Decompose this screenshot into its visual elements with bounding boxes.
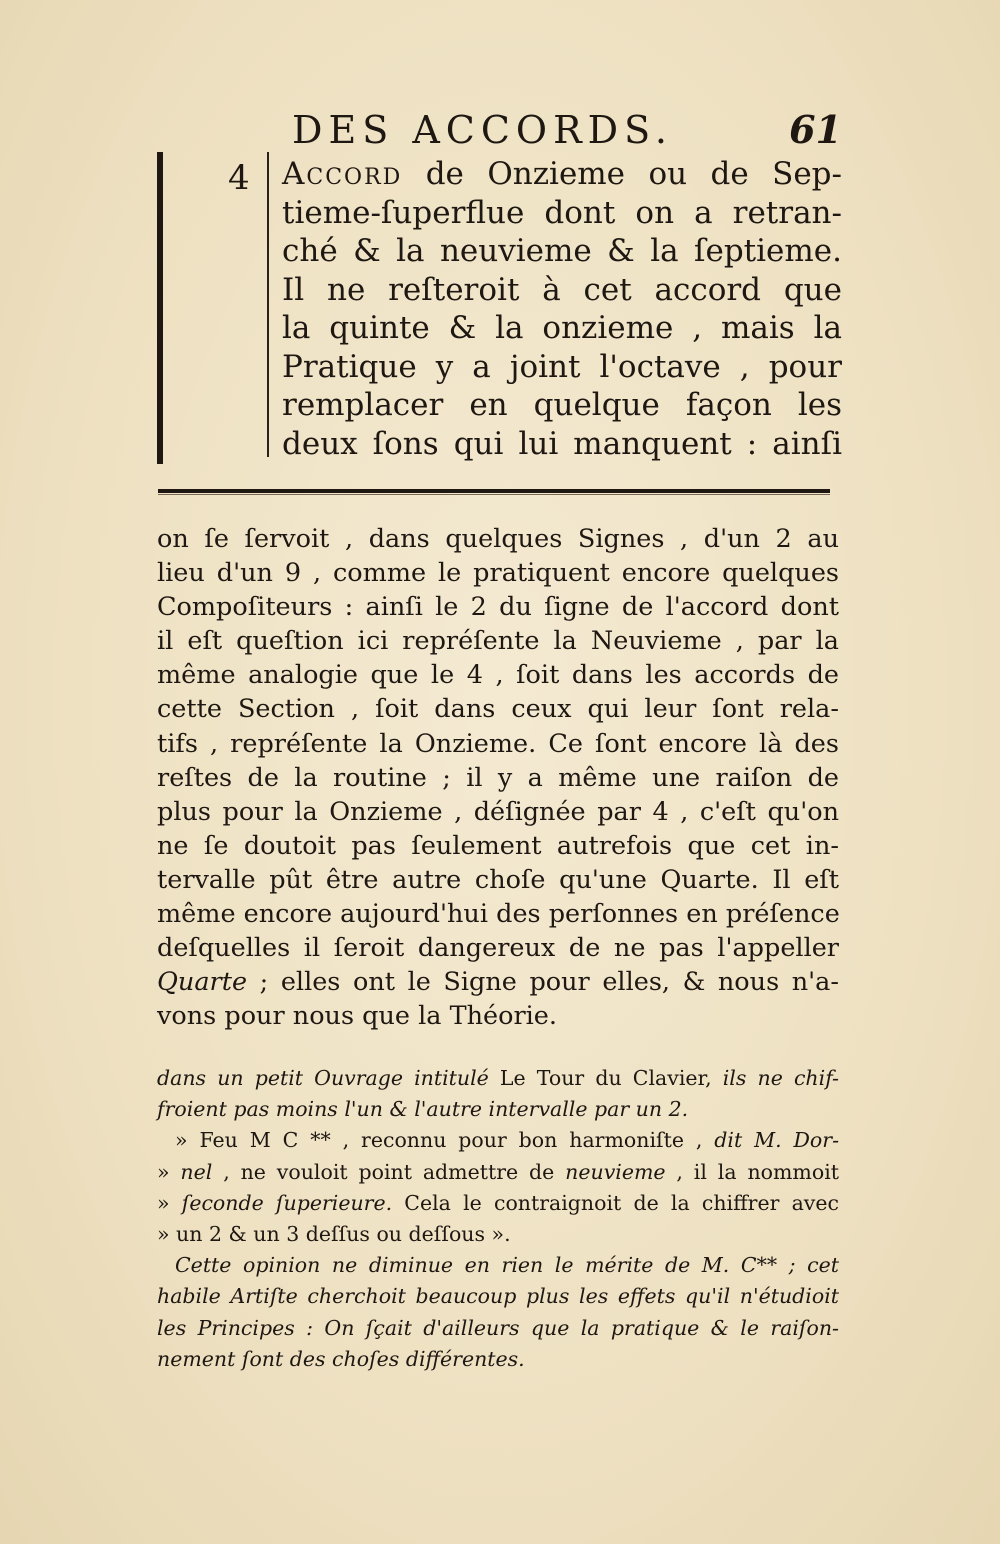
body-line: cette Section , ſoit dans ceux qui leur ſont rela- (157, 694, 839, 725)
page-number: 61 (789, 107, 842, 152)
entry-line: Accord de Onzieme ou de Sep- (282, 156, 842, 192)
margin-bar (157, 152, 163, 464)
body-line: plus pour la Onzieme , déſignée par 4 , c'eſt qu'on (157, 796, 839, 827)
note-line: » ſeconde ſuperieure. Cela le contraignoit de la chiffrer avec (157, 1190, 839, 1215)
body-paragraph (157, 522, 839, 1033)
body-line: deſquelles il ſeroit dangereux de ne pas l'appeller (157, 933, 839, 964)
entry-line: remplacer en quelque façon les (282, 387, 842, 423)
entry-line: la quinte & la onzieme , mais la (282, 310, 842, 346)
note-line: habile Artiſte cherchoit beaucoup plus les effets qu'il n'étudioit (157, 1284, 839, 1309)
body-line: reſtes de la routine ; il y a même une raiſon de (157, 762, 839, 793)
entry-line: Il ne reſteroit à cet accord que (282, 271, 842, 308)
footnotes (157, 1063, 839, 1375)
section-divider (158, 489, 830, 493)
body-line: il eſt queſtion ici repréſente la Neuvieme , par la (157, 626, 839, 657)
entry-line: deux ſons qui lui manquent : ainſi (282, 425, 842, 462)
body-line: ne ſe doutoit pas ſeulement autrefois que cet in- (157, 830, 839, 861)
quarte-term: Quarte (157, 967, 248, 998)
note-line: Cette opinion ne diminue en rien le mérite de M. C** ; cet (175, 1253, 839, 1278)
chord-entry (282, 155, 842, 463)
body-line: Compoſiteurs : ainſi le 2 du ſigne de l'accord dont (157, 592, 839, 623)
margin-rule (267, 152, 269, 457)
running-header (282, 108, 842, 158)
note-line: les Principes : On ſçait d'ailleurs que la pratique & le raiſon- (157, 1315, 839, 1340)
body-line: Quarte ; elles ont le Signe pour elles, & nous n'a- (157, 967, 839, 998)
entry-line: ché & la neuvieme & la ſeptieme. (282, 233, 842, 269)
body-line: tifs , repréſente la Onzieme. Ce ſont encore là des (157, 728, 839, 759)
note-line: dans un petit Ouvrage intitulé Le Tour du Clavier, ils ne chif- (157, 1066, 839, 1090)
entry-line: Pratique y a joint l'octave , pour (282, 348, 842, 385)
note-line: » un 2 & un 3 deſſus ou deſſous ». (157, 1222, 511, 1247)
note-line: froient pas moins l'un & l'autre intervalle par un 2. (157, 1097, 689, 1122)
note-line: nement ſont des choſes différentes. (157, 1346, 525, 1371)
note-line: » Feu M C ** , reconnu pour bon harmoniſte , dit M. Dor- (175, 1128, 840, 1153)
entry-first-word: Accord (282, 156, 403, 192)
section-divider-thin (158, 494, 830, 495)
running-title: DES ACCORDS. (292, 108, 673, 152)
body-line: tervalle pût être autre choſe qu'une Quarte. Il eſt (157, 864, 839, 895)
body-line: on ſe ſervoit , dans quelques Signes , d'un 2 au (157, 524, 839, 554)
body-line: vons pour nous que la Théorie. (157, 1001, 557, 1032)
entry-line: tieme-ſuperflue dont on a retran- (282, 194, 842, 231)
body-line: même analogie que le 4 , ſoit dans les accords de (157, 660, 839, 691)
body-line: même encore aujourd'hui des perſonnes en préſence (157, 899, 840, 930)
note-line: » nel , ne vouloit point admettre de neuvieme , il la nommoit (157, 1159, 840, 1184)
body-line: lieu d'un 9 , comme le pratiquent encore quelques (157, 558, 839, 589)
entry-number: 4 (228, 158, 250, 198)
